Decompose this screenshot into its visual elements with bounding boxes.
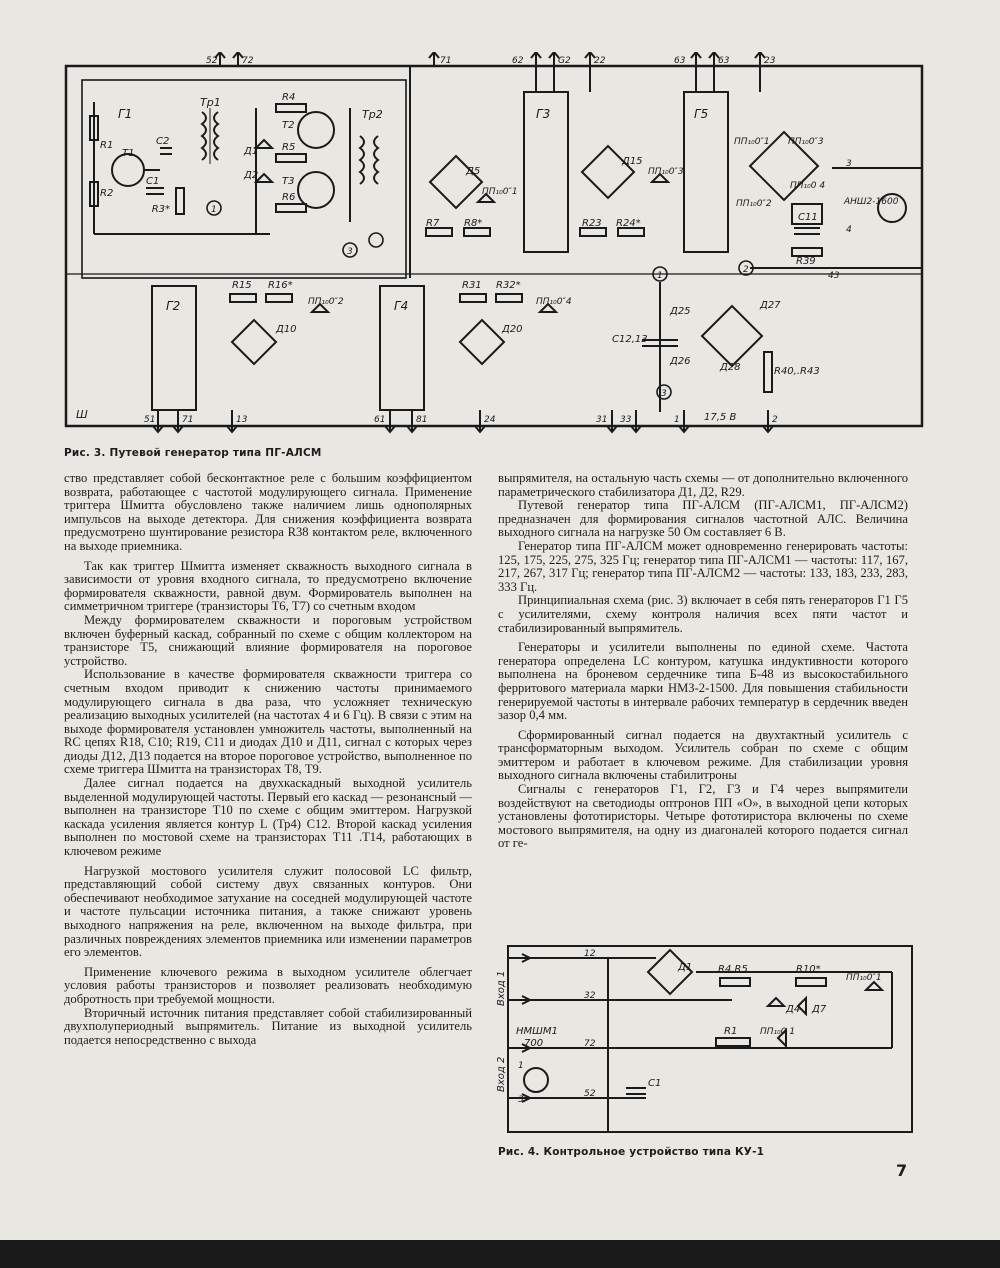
fig4-label-pp01: ПП₁₀0 1 xyxy=(760,1027,796,1037)
fig3-label-tr1: Тр1 xyxy=(200,96,221,109)
fig3-label-d1: Д1 xyxy=(244,146,259,157)
figure3-caption: Рис. 3. Путевой генератор типа ПГ-АЛСМ xyxy=(64,447,322,459)
fig3-label-r2: R2 xyxy=(100,188,114,199)
fig3-label-c1: С1 xyxy=(146,176,160,187)
fig4-label-nmsh: НМШМ1 xyxy=(516,1026,558,1037)
fig3-label-pp1b: ПП₁₀0″1 xyxy=(734,137,770,147)
fig3-label-pp4: ПП₁₀0 4 xyxy=(790,181,826,191)
fig4-label-vhod1: Вход 1 xyxy=(496,970,507,1006)
fig3-label-d28: Д28 xyxy=(720,362,741,373)
fig3-pin-label: G2 xyxy=(558,56,571,66)
fig3-pin-label: 61 xyxy=(374,415,386,425)
paragraph: Сигналы с генераторов Г1, Г2, Г3 и Г4 через выпрямители воздействуют на светодиоды оптронов ПП «О», в выходной цепи которых установлены фототиристоры. Четыре фототиристора включены по схеме мостового выпрямителя, на одну из диагоналей которого подается сигнал от ге- xyxy=(498,782,908,851)
fig3-label-d27: Д27 xyxy=(760,300,781,311)
fig4-pin-32: 32 xyxy=(584,991,596,1001)
fig4-label-r1: R1 xyxy=(724,1026,738,1037)
fig3-pin-label: 71 xyxy=(440,56,452,66)
fig3-label-t1: Т1 xyxy=(122,148,135,159)
fig3-node-3b: 3 xyxy=(661,389,667,399)
fig3-label-r15: R15 xyxy=(232,280,252,291)
fig3-label-pp4b: ПП₁₀0″4 xyxy=(536,297,572,307)
fig3-pin-43: 43 xyxy=(828,271,840,281)
right-column xyxy=(498,472,908,851)
fig3-label-r31: R31 xyxy=(462,280,482,291)
fig3-pin-label: 52 xyxy=(206,56,218,66)
paragraph: Нагрузкой мостового усилителя служит полосовой LC фильтр, представляющий собой систему двух связанных контуров. Они обеспечивают необходимое затухание на соседней модулирующей частоте и частоте пульсации источника питания, а также снижают уровень выходного напряжения на реле, включенном на выходе фильтра, при различных повреждениях элементов приемника или изменении параметров его элементов. xyxy=(64,863,472,960)
paragraph: Использование в качестве формирователя скважности триггера со счетным входом приводит к снижению частоты принимаемого модулирующего сигнала в два раза, что усложняет техническую реализацию выходных усилителей (на частотах 4 и 6 Гц). В связи с этим на выходе формирователя установлен умножитель частоты, выполненный на RC цепях R18, С10; R19, С11 и диодах Д10 и Д11, сигнал с которых через диоды Д12, Д13 подается на второе пороговое устройство, выполненное по схеме триггера Шмитта на транзисторах Т8, Т9. xyxy=(64,667,472,777)
fig4-label-c1: С1 xyxy=(648,1078,662,1089)
fig3-label-c2: С2 xyxy=(156,136,170,147)
fig3-pin-label: 81 xyxy=(416,415,428,425)
fig3-label-d20: Д20 xyxy=(502,324,523,335)
fig4-pin-52: 52 xyxy=(584,1089,596,1099)
fig3-label-t2: Т2 xyxy=(282,120,295,131)
fig3-pin-label: 33 xyxy=(620,415,632,425)
fig3-pin-label: 2 xyxy=(772,415,778,425)
fig3-label-ansh: АНШ2-1600 xyxy=(844,197,899,207)
fig3-label-pp1: ПП₁₀0″1 xyxy=(482,187,518,197)
fig3-label-r24: R24* xyxy=(616,218,641,229)
fig4-pin-12: 12 xyxy=(584,949,596,959)
fig4-label-700: 700 xyxy=(524,1038,544,1049)
fig3-pin-4: 4 xyxy=(846,225,852,235)
fig3-label-d25: Д25 xyxy=(670,306,691,317)
fig3-label-d5: Д5 xyxy=(466,166,481,177)
fig4-label-pp1: ПП₁₀0″1 xyxy=(846,973,882,983)
fig4-label-d4: Д4 xyxy=(786,1004,801,1015)
fig3-node-1b: 1 xyxy=(657,271,663,281)
fig3-label-r4: R4 xyxy=(282,92,296,103)
page-number: 7 xyxy=(896,1161,908,1180)
figure3-schematic xyxy=(60,52,930,437)
fig3-pin-label: 62 xyxy=(512,56,524,66)
paragraph: Сформированный сигнал подается на двухтактный усилитель с трансформаторным выходом. Усилитель собран по схеме с общим эмиттером и работает в ключевом режиме. Для стабилизации уровня выходного сигнала включены стабилитроны xyxy=(498,727,908,783)
fig3-label-pp2b: ПП₁₀0″2 xyxy=(736,199,772,209)
fig3-pin-label: 1 xyxy=(674,415,680,425)
fig3-label-r5: R5 xyxy=(282,142,296,153)
paragraph: Между формирователем скважности и пороговым устройством включен буферный каскад, собранный по схеме с общим коллектором на транзисторе Т5, снижающий влияние формирователя на пороговое устройство. xyxy=(64,612,472,668)
left-column xyxy=(64,472,472,1047)
fig3-label-pp2: ПП₁₀0″2 xyxy=(308,297,344,307)
fig3-label-tr2: Тр2 xyxy=(362,108,383,121)
fig3-pin-label: 24 xyxy=(484,415,496,425)
fig3-pin-label: 63 xyxy=(674,56,686,66)
fig3-label-c11: С11 xyxy=(798,212,818,223)
fig3-label-g1: Г1 xyxy=(118,107,133,121)
figure4-schematic xyxy=(496,942,916,1138)
figure4-caption: Рис. 4. Контрольное устройство типа КУ-1 xyxy=(498,1146,765,1158)
fig4-label-vhod2: Вход 2 xyxy=(496,1056,507,1092)
fig3-label-c12: С12,13 xyxy=(612,334,648,345)
fig3-label-d2: Д2 xyxy=(244,170,259,181)
fig3-pin-3: 3 xyxy=(846,159,852,169)
fig3-label-r16: R16* xyxy=(268,280,293,291)
fig3-label-sh: Ш xyxy=(76,408,88,421)
fig4-label-1: 1 xyxy=(518,1061,524,1071)
fig3-label-r40: R40,.R43 xyxy=(774,366,820,377)
fig3-pin-label: 72 xyxy=(242,56,254,66)
fig3-label-r8: R8* xyxy=(464,218,483,229)
paragraph: Далее сигнал подается на двухкаскадный выходной усилитель выделенной модулирующей частоты. Первый его каскад — резонансный — выполнен на транзисторе Т10 по схеме с общим эмиттером. Нагрузкой каскада усиления является контур L (Тр4) С12. Второй каскад усиления выполнен по мостовой схеме на транзисторах Т11 .Т14, работающих в ключевом режиме xyxy=(64,776,472,859)
fig3-label-g5: Г5 xyxy=(694,107,709,121)
fig3-label-g2: Г2 xyxy=(166,299,181,313)
paragraph: Вторичный источник питания представляет собой стабилизированный двухполупериодный выпрямитель. Питание из выходной усилитель подается непосредственно с выхода xyxy=(64,1005,472,1047)
fig3-pin-label: 23 xyxy=(764,56,776,66)
fig3-label-pp3: ПП₁₀0″3 xyxy=(648,167,684,177)
fig3-pin-label: 31 xyxy=(596,415,608,425)
fig3-label-t3: Т3 xyxy=(282,176,295,187)
fig4-label-r10: R10* xyxy=(796,964,821,975)
fig3-label-r3: R3* xyxy=(151,204,170,215)
fig4-label-r4r5: R4,R5 xyxy=(718,964,748,975)
fig3-label-r32: R32* xyxy=(496,280,521,291)
fig3-pin-label: 13 xyxy=(236,415,248,425)
fig3-node-1: 1 xyxy=(211,205,217,215)
fig4-label-d1: Д1 xyxy=(678,962,693,973)
paragraph: Принципиальная схема (рис. 3) включает в себя пять генераторов Г1 Г5 с усилителями, схему контроля наличия всех пяти частот и стабилизированный выпрямитель. xyxy=(498,593,908,635)
fig3-pin-label: 51 xyxy=(144,415,156,425)
fig4-label-3: 3 xyxy=(518,1095,524,1105)
fig3-label-g4: Г4 xyxy=(394,299,409,313)
fig4-pin-72: 72 xyxy=(584,1039,596,1049)
fig3-pin-label: 63 xyxy=(718,56,730,66)
fig3-label-d10: Д10 xyxy=(276,324,297,335)
paragraph: Так как триггер Шмитта изменяет скважность выходного сигнала в зависимости от уровня входного сигнала, то предусмотрено включение формирователя скважности, равной двум. Формирователь выполнен на симметричном триггере (транзисторы Т6, Т7) со счетным входом xyxy=(64,558,472,614)
paragraph: выпрямителя, на остальную часть схемы — от дополнительно включенного параметрического стабилизатора Д1, Д2, R29. xyxy=(498,471,908,499)
fig3-label-voltage: 17,5 В xyxy=(704,412,737,423)
fig3-label-r23: R23 xyxy=(582,218,602,229)
fig3-node-2: 2 xyxy=(743,265,749,275)
fig3-label-r6: R6 xyxy=(282,192,296,203)
fig3-label-d26: Д26 xyxy=(670,356,691,367)
fig3-label-r1: R1 xyxy=(100,140,114,151)
fig3-pin-label: 22 xyxy=(594,56,606,66)
fig3-label-r7: R7 xyxy=(426,218,440,229)
fig3-label-pp3b: ПП₁₀0″3 xyxy=(788,137,824,147)
paragraph: Применение ключевого режима в выходном усилителе облегчает условия работы транзисторов и позволяет реализовать необходимую добротность при требуемой мощности. xyxy=(64,964,472,1006)
paragraph: Генератор типа ПГ-АЛСМ может одновременно генерировать частоты: 125, 175, 225, 275, 325 Гц; генератор типа ПГ-АЛСМ1 — частоты: 117, 167, 217, 267, 317 Гц; генератор типа ПГ-АЛСМ2 — частоты: 133, 183, 233, 283, 333 Гц. xyxy=(498,538,908,594)
fig3-label-r39: R39 xyxy=(796,256,816,267)
paragraph: Путевой генератор типа ПГ-АЛСМ (ПГ-АЛСМ1, ПГ-АЛСМ2) предназначен для формирования сигналов частотной АЛС. Величина выходного сигнала на нагрузке 50 Ом составляет 6 В. xyxy=(498,498,908,540)
paragraph: Генераторы и усилители выполнены по единой схеме. Частота генератора определена LC контуром, катушка индуктивности которого выполнена на броневом сердечнике типа Б-48 из высокостабильного ферритового материала марки НМЗ-2-1500. Для повышения стабильности генерируемой частоты в интервале рабочих температур в сердечник введен зазор 0,4 мм. xyxy=(498,640,908,723)
paragraph: ство представляет собой бесконтактное реле с большим коэффициентом возврата, работающее с частотой модулирующего сигнала. Применение триггера Шмитта обусловлено также наличием лишь однополярных импульсов на выходе детектора. Для снижения коэффициента возврата предусмотрено шунтирование резистора R38 контактом реле, включенного на выходе приемника. xyxy=(64,471,472,553)
fig4-label-d7: Д7 xyxy=(812,1004,827,1015)
fig3-label-d15: Д15 xyxy=(622,156,643,167)
fig3-pin-label: 71 xyxy=(182,415,194,425)
fig3-node-3: 3 xyxy=(347,247,353,257)
scan-edge xyxy=(0,1240,1000,1268)
fig3-label-g3: Г3 xyxy=(536,107,551,121)
